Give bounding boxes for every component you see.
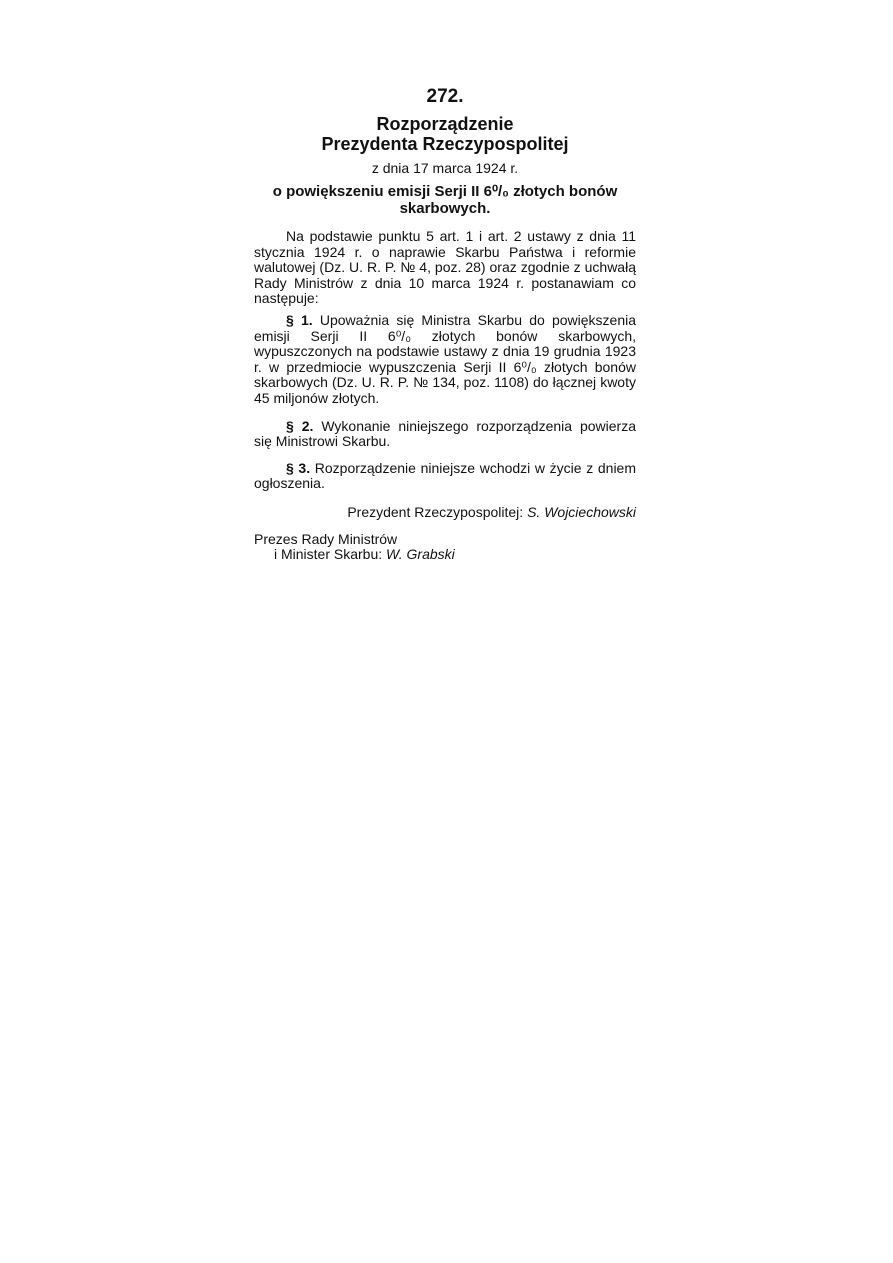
finance-minister-label: i Minister Skarbu: bbox=[274, 545, 383, 562]
section-1 bbox=[254, 313, 636, 407]
president-name: S. Wojciechowski bbox=[527, 503, 636, 520]
document bbox=[254, 86, 636, 562]
section-mark: § 3. bbox=[286, 459, 311, 476]
section-text: Rozporządzenie niniejsze wchodzi w życie z dniem ogłoszenia. bbox=[254, 459, 637, 492]
president-signature bbox=[254, 504, 636, 520]
president-label: Prezydent Rzeczypospolitej: bbox=[347, 503, 524, 520]
section-mark: § 1. bbox=[286, 311, 313, 328]
act-subject: o powiększeniu emisji Serji II 6⁰/₀ złotych bonów skarbowych. bbox=[272, 183, 618, 217]
prime-minister-signature bbox=[254, 532, 636, 562]
prime-minister-name: W. Grabski bbox=[386, 545, 455, 562]
section-mark: § 2. bbox=[286, 417, 314, 434]
section-2 bbox=[254, 419, 636, 450]
prime-minister-title: Prezes Rady Ministrów bbox=[254, 530, 398, 547]
act-title-line1: Rozporządzenie bbox=[376, 114, 514, 134]
finance-minister-line bbox=[254, 547, 636, 562]
section-3 bbox=[254, 461, 636, 492]
preamble: Na podstawie punktu 5 art. 1 i art. 2 ustawy z dnia 11 stycznia 1924 r. o naprawie Skarbu Państwa i reformie walutowej (Dz. U. R. P. № 4, poz. 28) oraz zgodnie z uchwałą Rady Ministrów z dnia 10 marca 1924 r. postanawiam co następuje: bbox=[254, 228, 636, 307]
act-number: 272. bbox=[426, 86, 464, 107]
section-text: Wykonanie niniejszego rozporządzenia powierza się Ministrowi Skarbu. bbox=[254, 417, 636, 450]
act-date: z dnia 17 marca 1924 r. bbox=[371, 160, 519, 176]
section-text: Upoważnia się Ministra Skarbu do powiększenia emisji Serji II 6⁰/₀ złotych bonów skarbowych, wypuszczonych na podstawie ustawy z dnia 19 grudnia 1923 r. w przedmiocie wypuszczenia Serji II 6⁰/₀ złotych bonów skarbowych (Dz. U. R. P. № 134, poz. 1108) do łącznej kwoty 45 miljonów złotych. bbox=[254, 311, 637, 406]
act-title-line2: Prezydenta Rzeczypospolitej bbox=[321, 134, 569, 154]
